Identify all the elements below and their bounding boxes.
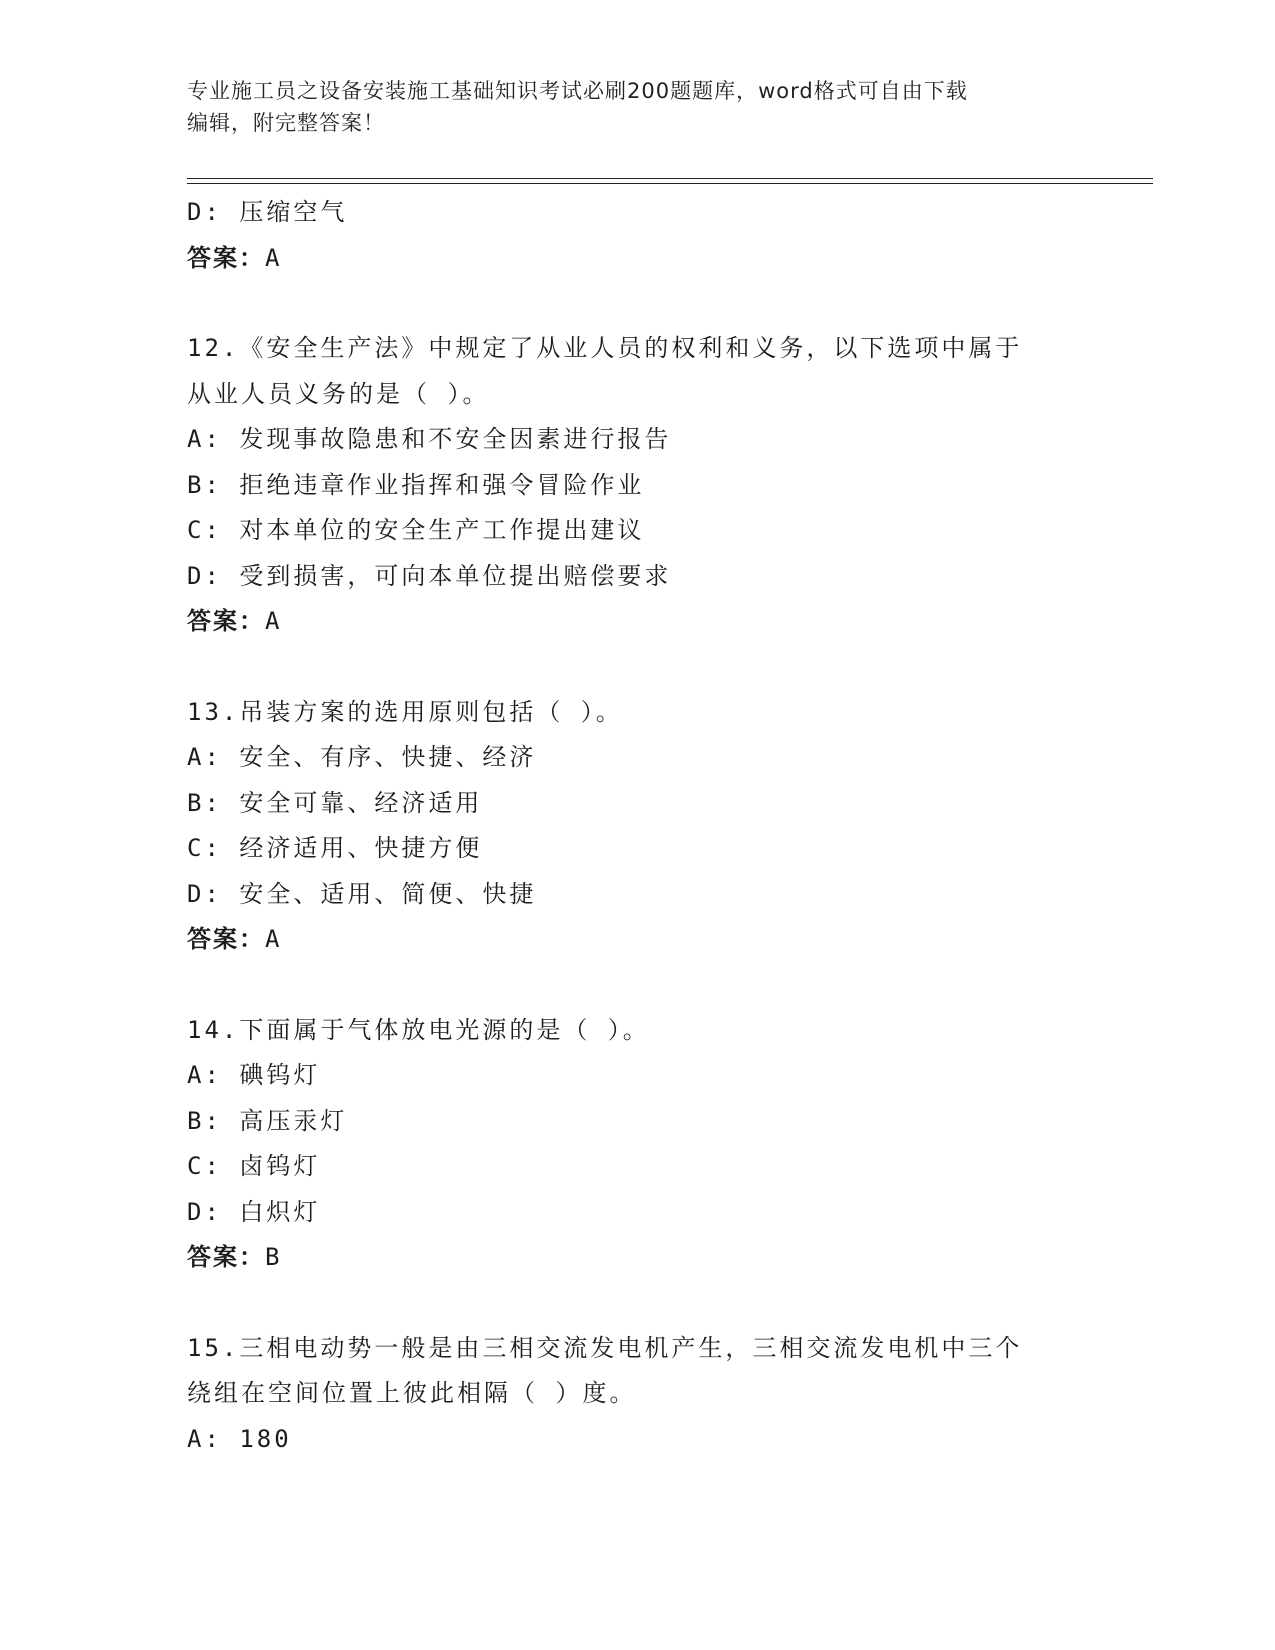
question-gap bbox=[187, 963, 1087, 1008]
option-d: D: 压缩空气 bbox=[187, 198, 348, 226]
question-12 bbox=[187, 326, 1087, 645]
answer-line bbox=[187, 917, 1087, 963]
option-d: D: 安全、适用、简便、快捷 bbox=[187, 879, 537, 908]
question-stem: 13.吊装方案的选用原则包括（ ）。 bbox=[187, 697, 623, 726]
document-body bbox=[187, 190, 1087, 1462]
document-header bbox=[187, 75, 1087, 139]
option-c: C: 经济适用、快捷方便 bbox=[187, 834, 483, 862]
question-stem: 14.下面属于气体放电光源的是（ ）。 bbox=[187, 1015, 650, 1044]
question-gap bbox=[187, 1281, 1087, 1326]
header-divider-top bbox=[187, 178, 1153, 179]
question-gap bbox=[187, 281, 1087, 326]
answer-label: 答案： bbox=[187, 925, 265, 953]
option-b: B: 高压汞灯 bbox=[187, 1106, 348, 1135]
answer-line bbox=[187, 1235, 1087, 1281]
header-title-line-2: 编辑，附完整答案！ bbox=[187, 111, 385, 135]
header-divider-bottom bbox=[187, 183, 1153, 184]
header-title-line-1: 专业施工员之设备安装施工基础知识考试必刷200题题库，word格式可自由下载 bbox=[187, 79, 968, 103]
question-stem: 从业人员义务的是（ ）。 bbox=[187, 379, 490, 408]
option-a: A: 安全、有序、快捷、经济 bbox=[187, 743, 537, 771]
option-b: B: 拒绝违章作业指挥和强令冒险作业 bbox=[187, 470, 645, 499]
option-a: A: 180 bbox=[187, 1424, 292, 1453]
answer-label: 答案： bbox=[187, 1243, 265, 1271]
answer-value: A bbox=[265, 925, 282, 953]
question-stem: 12.《安全生产法》中规定了从业人员的权利和义务，以下选项中属于 bbox=[187, 334, 1023, 362]
option-b: B: 安全可靠、经济适用 bbox=[187, 788, 483, 817]
option-d: D: 受到损害，可向本单位提出赔偿要求 bbox=[187, 561, 672, 590]
question-13 bbox=[187, 690, 1087, 963]
question-stem: 绕组在空间位置上彼此相隔（ ）度。 bbox=[187, 1379, 637, 1407]
answer-value: B bbox=[265, 1243, 282, 1271]
option-d: D: 白炽灯 bbox=[187, 1197, 321, 1226]
answer-value: A bbox=[265, 243, 282, 272]
option-c: C: 对本单位的安全生产工作提出建议 bbox=[187, 516, 645, 544]
option-c: C: 卤钨灯 bbox=[187, 1152, 321, 1180]
question-15 bbox=[187, 1326, 1087, 1463]
answer-line bbox=[187, 236, 1087, 282]
question-stem: 15.三相电动势一般是由三相交流发电机产生，三相交流发电机中三个 bbox=[187, 1333, 1023, 1362]
answer-label: 答案： bbox=[187, 243, 265, 272]
answer-label: 答案： bbox=[187, 607, 265, 635]
question-11-tail bbox=[187, 190, 1087, 281]
answer-line bbox=[187, 599, 1087, 645]
option-a: A: 碘钨灯 bbox=[187, 1061, 321, 1089]
option-a: A: 发现事故隐患和不安全因素进行报告 bbox=[187, 425, 672, 453]
question-14 bbox=[187, 1008, 1087, 1281]
question-gap bbox=[187, 645, 1087, 690]
answer-value: A bbox=[265, 607, 282, 635]
